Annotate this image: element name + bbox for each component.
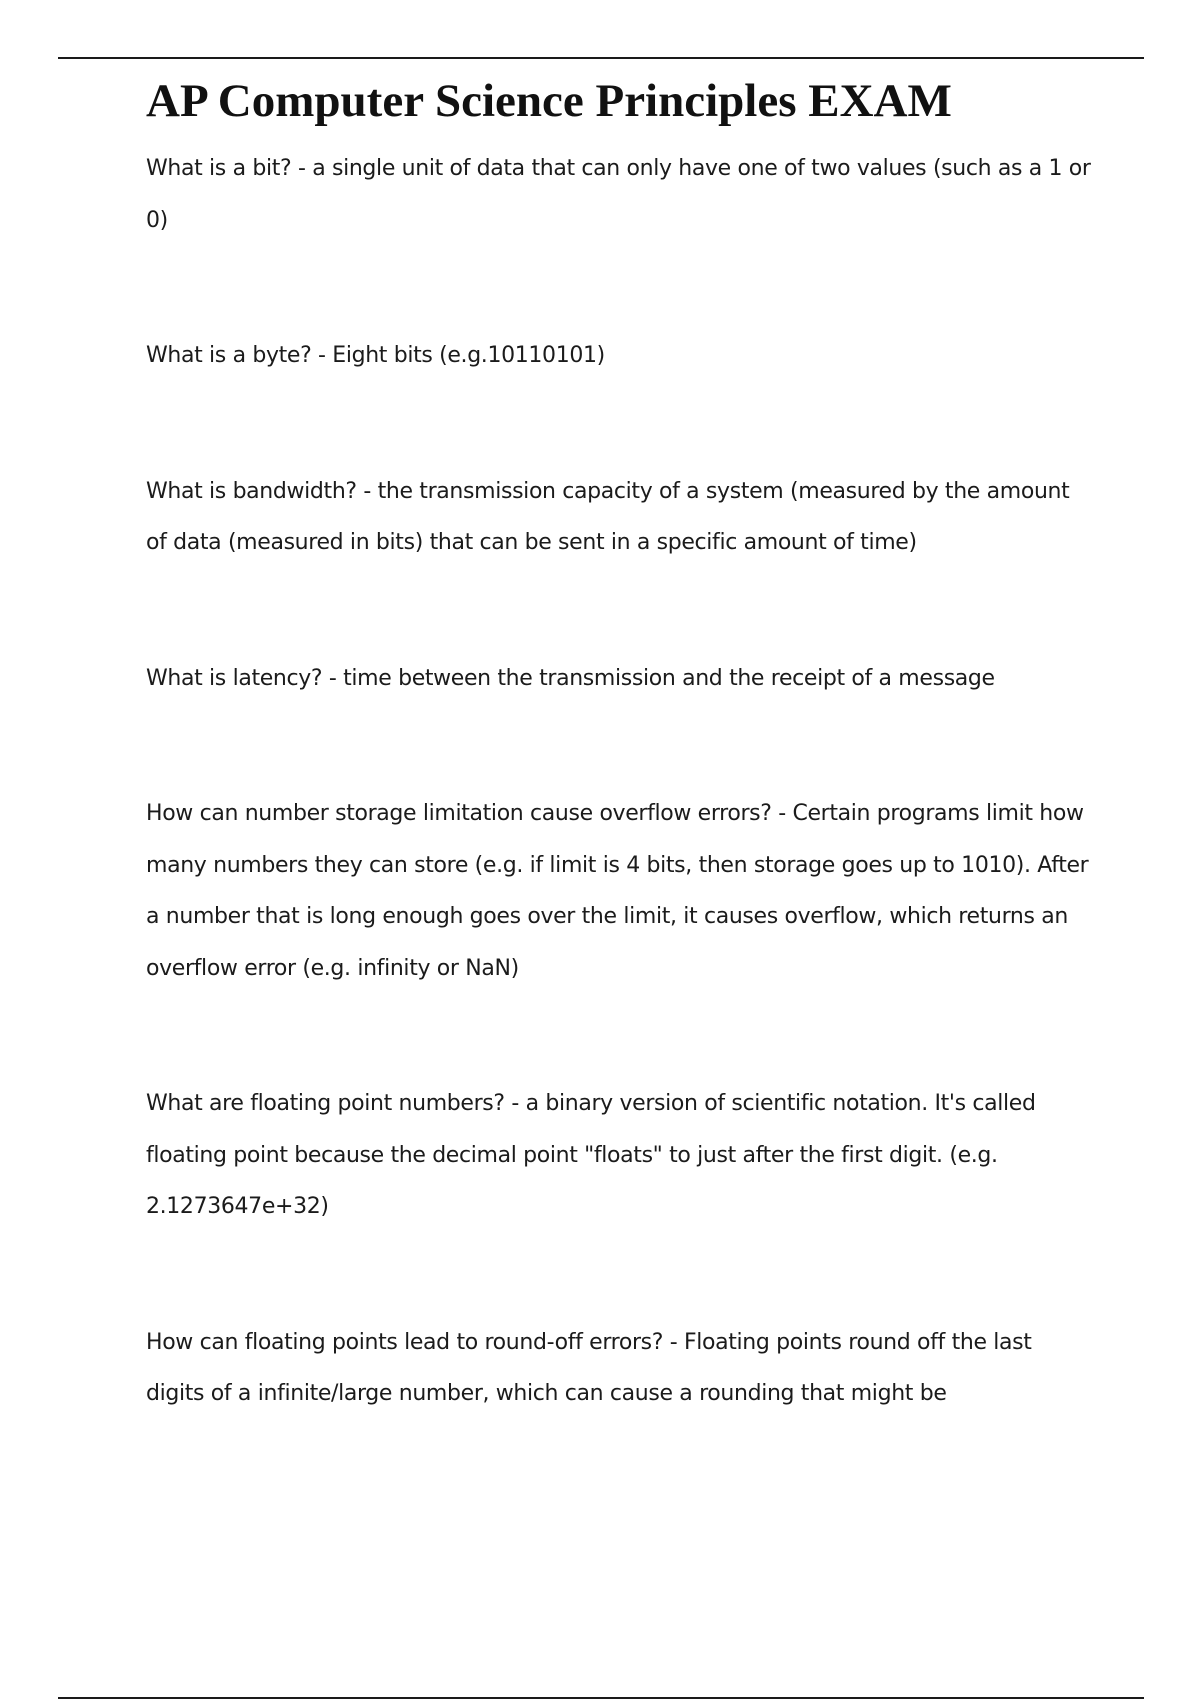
qa-entry-bandwidth: What is bandwidth? - the transmission capacity of a system (measured by the amount of data (measured in bits) that can be sent in a specific amount of time)	[146, 478, 1070, 555]
qa-entry-overflow: How can number storage limitation cause overflow errors? - Certain programs limit how many numbers they can store (e.g. if limit is 4 bits, then storage goes up to 1010). After a number that is long enough goes over the limit, it causes overflow, which returns an overflow error (e.g. infinity or NaN)	[146, 801, 1089, 981]
top-rule	[58, 57, 1144, 59]
qa-entry-latency: What is latency? - time between the transmission and the receipt of a message	[146, 665, 995, 691]
qa-entry-byte: What is a byte? - Eight bits (e.g.10110101)	[146, 343, 605, 368]
qa-entry-bit: What is a bit? - a single unit of data that can only have one of two values (such as a 1 or 0)	[146, 156, 1091, 233]
bottom-rule	[58, 1697, 1144, 1699]
qa-entry-floating-point: What are floating point numbers? - a binary version of scientific notation. It's called floating point because the decimal point "floats" to just after the first digit. (e.g. 2.1273647e+32)	[146, 1091, 1036, 1219]
qa-entry-round-off: How can floating points lead to round-off errors? - Floating points round off the last digits of a infinite/large number, which can cause a rounding that might be	[146, 1329, 1032, 1406]
document-body	[146, 70, 1096, 1504]
document-title: AP Computer Science Principles EXAM	[146, 75, 952, 127]
